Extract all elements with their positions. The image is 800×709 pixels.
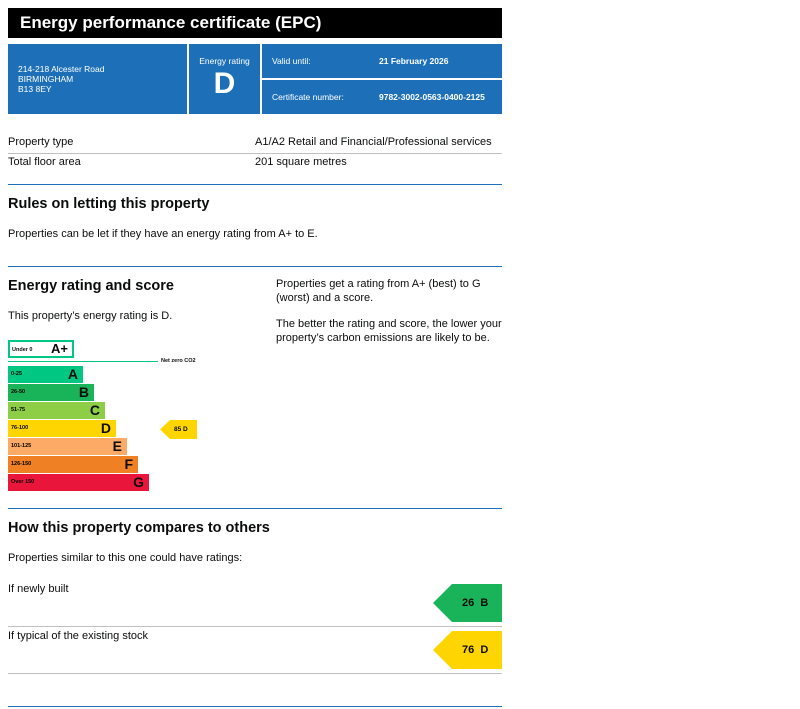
page-title: Energy performance certificate (EPC) xyxy=(8,8,502,38)
address-line-1: 214-218 Alcester Road xyxy=(18,64,105,74)
address-line-2: BIRMINGHAM xyxy=(18,74,74,84)
band-range: 51-75 xyxy=(11,407,26,413)
section-divider xyxy=(8,706,502,707)
property-type-value: A1/A2 Retail and Financial/Professional services xyxy=(255,136,492,148)
band-c xyxy=(8,402,105,419)
floor-area-value: 201 square metres xyxy=(255,156,347,168)
letting-heading: Rules on letting this property xyxy=(8,196,210,212)
band-letter: E xyxy=(112,438,122,454)
current-score: 85 D xyxy=(174,426,188,433)
band-d xyxy=(8,420,116,437)
valid-until-row xyxy=(262,44,502,78)
section-divider xyxy=(8,184,502,185)
compare-heading: How this property compares to others xyxy=(8,520,270,536)
newly-built-label: If newly built xyxy=(8,583,69,595)
energy-rating-label: Energy rating xyxy=(199,56,250,66)
band-e xyxy=(8,438,127,455)
band-range: 0-25 xyxy=(11,371,23,377)
newly-built-score: 26 B xyxy=(462,597,489,609)
score-explainer-2: The better the rating and score, the lower your property’s carbon emissions are likely to be. xyxy=(276,318,502,344)
band-range: 126-150 xyxy=(11,461,32,467)
compare-text: Properties similar to this one could have ratings: xyxy=(8,552,243,564)
property-type-label: Property type xyxy=(8,136,74,148)
band-g xyxy=(8,474,149,491)
band-range: 76-100 xyxy=(11,425,29,431)
energy-rating-value: D xyxy=(213,67,236,100)
band-range: 26-50 xyxy=(11,389,26,395)
net-zero-line xyxy=(8,361,158,362)
address-line-3: B13 8EY xyxy=(18,84,52,94)
floor-area-label: Total floor area xyxy=(8,156,81,168)
existing-stock-score: 76 D xyxy=(462,644,489,656)
band-letter: D xyxy=(100,420,111,436)
band-aplus xyxy=(8,340,74,358)
band-letter: A+ xyxy=(51,341,68,356)
existing-stock-label: If typical of the existing stock xyxy=(8,630,149,642)
divider xyxy=(8,153,502,154)
certificate-info xyxy=(262,44,502,114)
section-divider xyxy=(8,266,502,267)
valid-until-label: Valid until: xyxy=(272,56,311,66)
divider xyxy=(8,626,502,627)
band-range: 101-125 xyxy=(11,443,32,449)
energy-rating-box xyxy=(189,44,260,114)
band-letter: A xyxy=(67,366,78,382)
certificate-number-row xyxy=(262,80,502,114)
net-zero-label: Net zero CO2 xyxy=(161,358,196,364)
certificate-number-label: Certificate number: xyxy=(272,92,344,102)
divider xyxy=(8,673,502,674)
valid-until-value: 21 February 2026 xyxy=(379,56,449,66)
score-text: This property’s energy rating is D. xyxy=(8,310,173,322)
letting-text: Properties can be let if they have an energy rating from A+ to E. xyxy=(8,228,318,240)
section-divider xyxy=(8,508,502,509)
band-range: Over 150 xyxy=(11,479,35,485)
newly-built-rating xyxy=(433,584,502,622)
certificate-number-value: 9782-3002-0563-0400-2125 xyxy=(379,92,485,102)
band-a xyxy=(8,366,83,383)
existing-stock-rating xyxy=(433,631,502,669)
band-letter: B xyxy=(78,384,89,400)
band-b xyxy=(8,384,94,401)
band-range: Under 0 xyxy=(12,347,33,353)
current-rating-arrow xyxy=(160,420,197,439)
score-heading: Energy rating and score xyxy=(8,278,174,294)
score-explainer-1: Properties get a rating from A+ (best) to G (worst) and a score. xyxy=(276,278,481,304)
band-letter: C xyxy=(89,402,100,418)
address-block xyxy=(8,44,187,114)
band-f xyxy=(8,456,138,473)
band-letter: F xyxy=(124,456,133,472)
band-letter: G xyxy=(133,474,144,490)
